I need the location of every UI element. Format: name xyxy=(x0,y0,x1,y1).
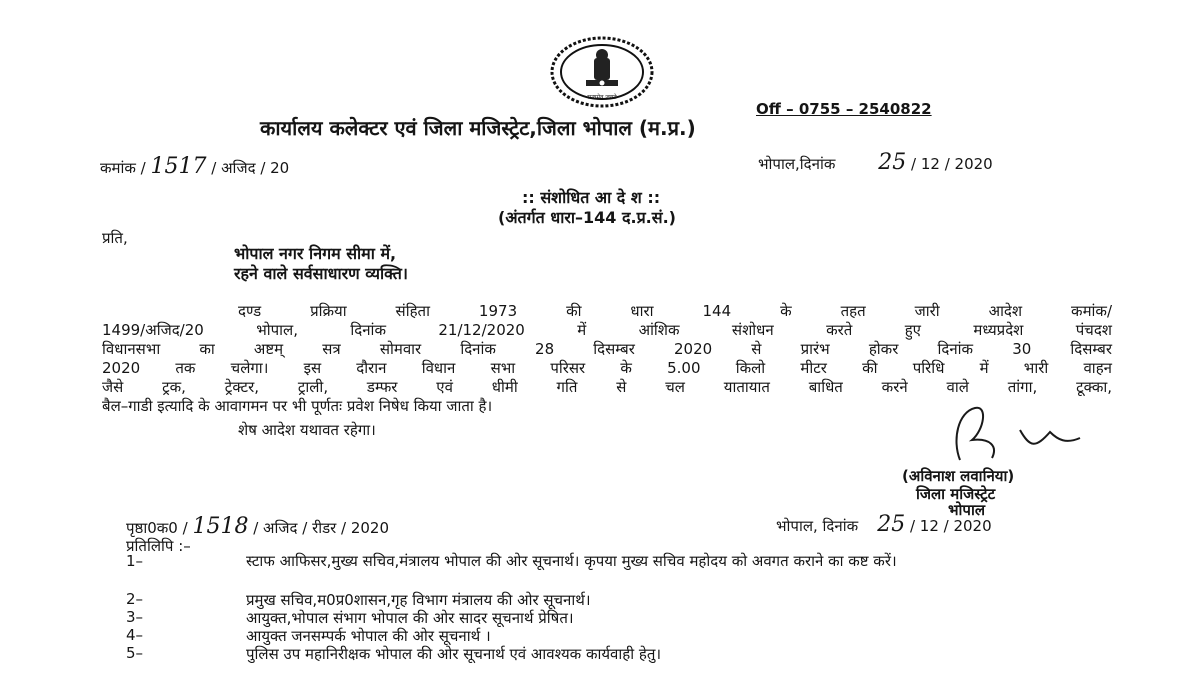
copy-number: 5– xyxy=(126,644,144,662)
emblem-seal-icon xyxy=(548,36,656,108)
date-rest: 12 / 2020 xyxy=(920,155,993,173)
order-body xyxy=(102,302,1112,416)
endorsement-prefix: पृष्ठा0क0 xyxy=(126,519,178,537)
copy-text: आयुक्त जनसम्पर्क भोपाल की ओर सूचनार्थ । xyxy=(246,627,491,645)
endorsement-suffix: अजिद / रीडर / 2020 xyxy=(263,519,390,537)
signatory-name: (अविनाश लवानिया) xyxy=(902,467,1015,485)
body-line: 2020 तक चलेगा। इस दौरान विधान सभा परिसर के 5.00 किलो मीटर की परिधि में भारी वाहन xyxy=(102,359,1112,377)
copy-text: प्रमुख सचिव,म0प्र0शासन,गृह विभाग मंत्रालय की ओर सूचनार्थ। xyxy=(246,591,591,609)
addressee-label: प्रति, xyxy=(102,229,128,247)
seal-text: सत्यमेव जयते xyxy=(587,94,617,101)
endorsement-date: भोपाल, दिनांक 25 / 12 / 2020 xyxy=(776,512,992,537)
order-date: भोपाल,दिनांक 25 / 12 / 2020 xyxy=(758,150,993,175)
ref-prefix: कमांक xyxy=(100,159,136,177)
copy-number: 3– xyxy=(126,608,144,626)
endorsement-date-label: भोपाल, दिनांक xyxy=(776,517,859,535)
copy-text: आयुक्त,भोपाल संभाग भोपाल की ओर सादर सूचनार्थ प्रेषित। xyxy=(246,609,574,627)
date-day: 25 xyxy=(878,150,907,175)
office-heading: कार्यालय कलेक्टर एवं जिला मजिस्ट्रेट,जिला भोपाल (म.प्र.) xyxy=(260,116,696,140)
body-line: जैसे ट्रक, ट्रेक्टर, ट्राली, डम्फर एवं धीमी गति से चल यातायात बाधित करने वाले तांगा, टूक्का, xyxy=(102,378,1112,396)
body-line: दण्ड प्रक्रिया संहिता 1973 की धारा 144 के तहत जारी आदेश कमांक/ xyxy=(238,302,1112,320)
endorsement-date-rest: 12 / 2020 xyxy=(919,517,992,535)
copy-number: 2– xyxy=(126,590,144,608)
order-reference: कमांक / 1517 / अजिद / 20 xyxy=(100,154,290,179)
endorsement-reference: पृष्ठा0क0 / 1518 / अजिद / रीडर / 2020 xyxy=(126,514,390,539)
ref-year: 20 xyxy=(270,159,290,177)
copy-number: 1– xyxy=(126,552,144,570)
addressee-line-2: रहने वाले सर्वसाधारण व्यक्ति। xyxy=(234,264,408,283)
ref-number: 1517 xyxy=(150,154,207,179)
body-line: बैल–गाडी इत्यादि के आवागमन पर भी पूर्णतः प्रवेश निषेध किया जाता है। xyxy=(102,397,493,415)
addressee-line-1: भोपाल नगर निगम सीमा में, xyxy=(234,244,397,263)
copy-text: पुलिस उप महानिरीक्षक भोपाल की ओर सूचनार्थ एवं आवश्यक कार्यवाही हेतु। xyxy=(246,645,662,663)
copy-to-label: प्रतिलिपि :– xyxy=(126,537,191,555)
order-subtitle: (अंतर्गत धारा–144 द.प्र.सं.) xyxy=(498,208,676,227)
body-line: 1499/अजिद/20 भोपाल, दिनांक 21/12/2020 में आंशिक संशोधन करते हुए मध्यप्रदेश पंचदश xyxy=(102,321,1112,339)
endorsement-date-day: 25 xyxy=(877,512,906,537)
ref-suffix: अजिद xyxy=(221,159,256,177)
handwritten-signature-icon xyxy=(880,400,1110,470)
closing-statement: शेष आदेश यथावत रहेगा। xyxy=(238,421,376,439)
signatory-designation: जिला मजिस्ट्रेट xyxy=(916,485,996,503)
office-phone: Off – 0755 – 2540822 xyxy=(756,100,932,118)
signatory-place: भोपाल xyxy=(948,501,986,519)
endorsement-number: 1518 xyxy=(192,514,249,539)
copy-text: स्टाफ आफिसर,मुख्य सचिव,मंत्रालय भोपाल की ओर सूचनार्थ। कृपया मुख्य सचिव महोदय को अवगत कराने का कष्ट करें। xyxy=(246,552,897,570)
copy-number: 4– xyxy=(126,626,144,644)
order-title: :: संशोधित आ दे श :: xyxy=(522,188,661,207)
date-label: भोपाल,दिनांक xyxy=(758,155,836,173)
body-line: विधानसभा का अष्टम् सत्र सोमवार दिनांक 28 दिसम्बर 2020 से प्रारंभ होकर दिनांक 30 दिसम्बर xyxy=(102,340,1112,358)
lion-capital-icon xyxy=(586,49,618,86)
